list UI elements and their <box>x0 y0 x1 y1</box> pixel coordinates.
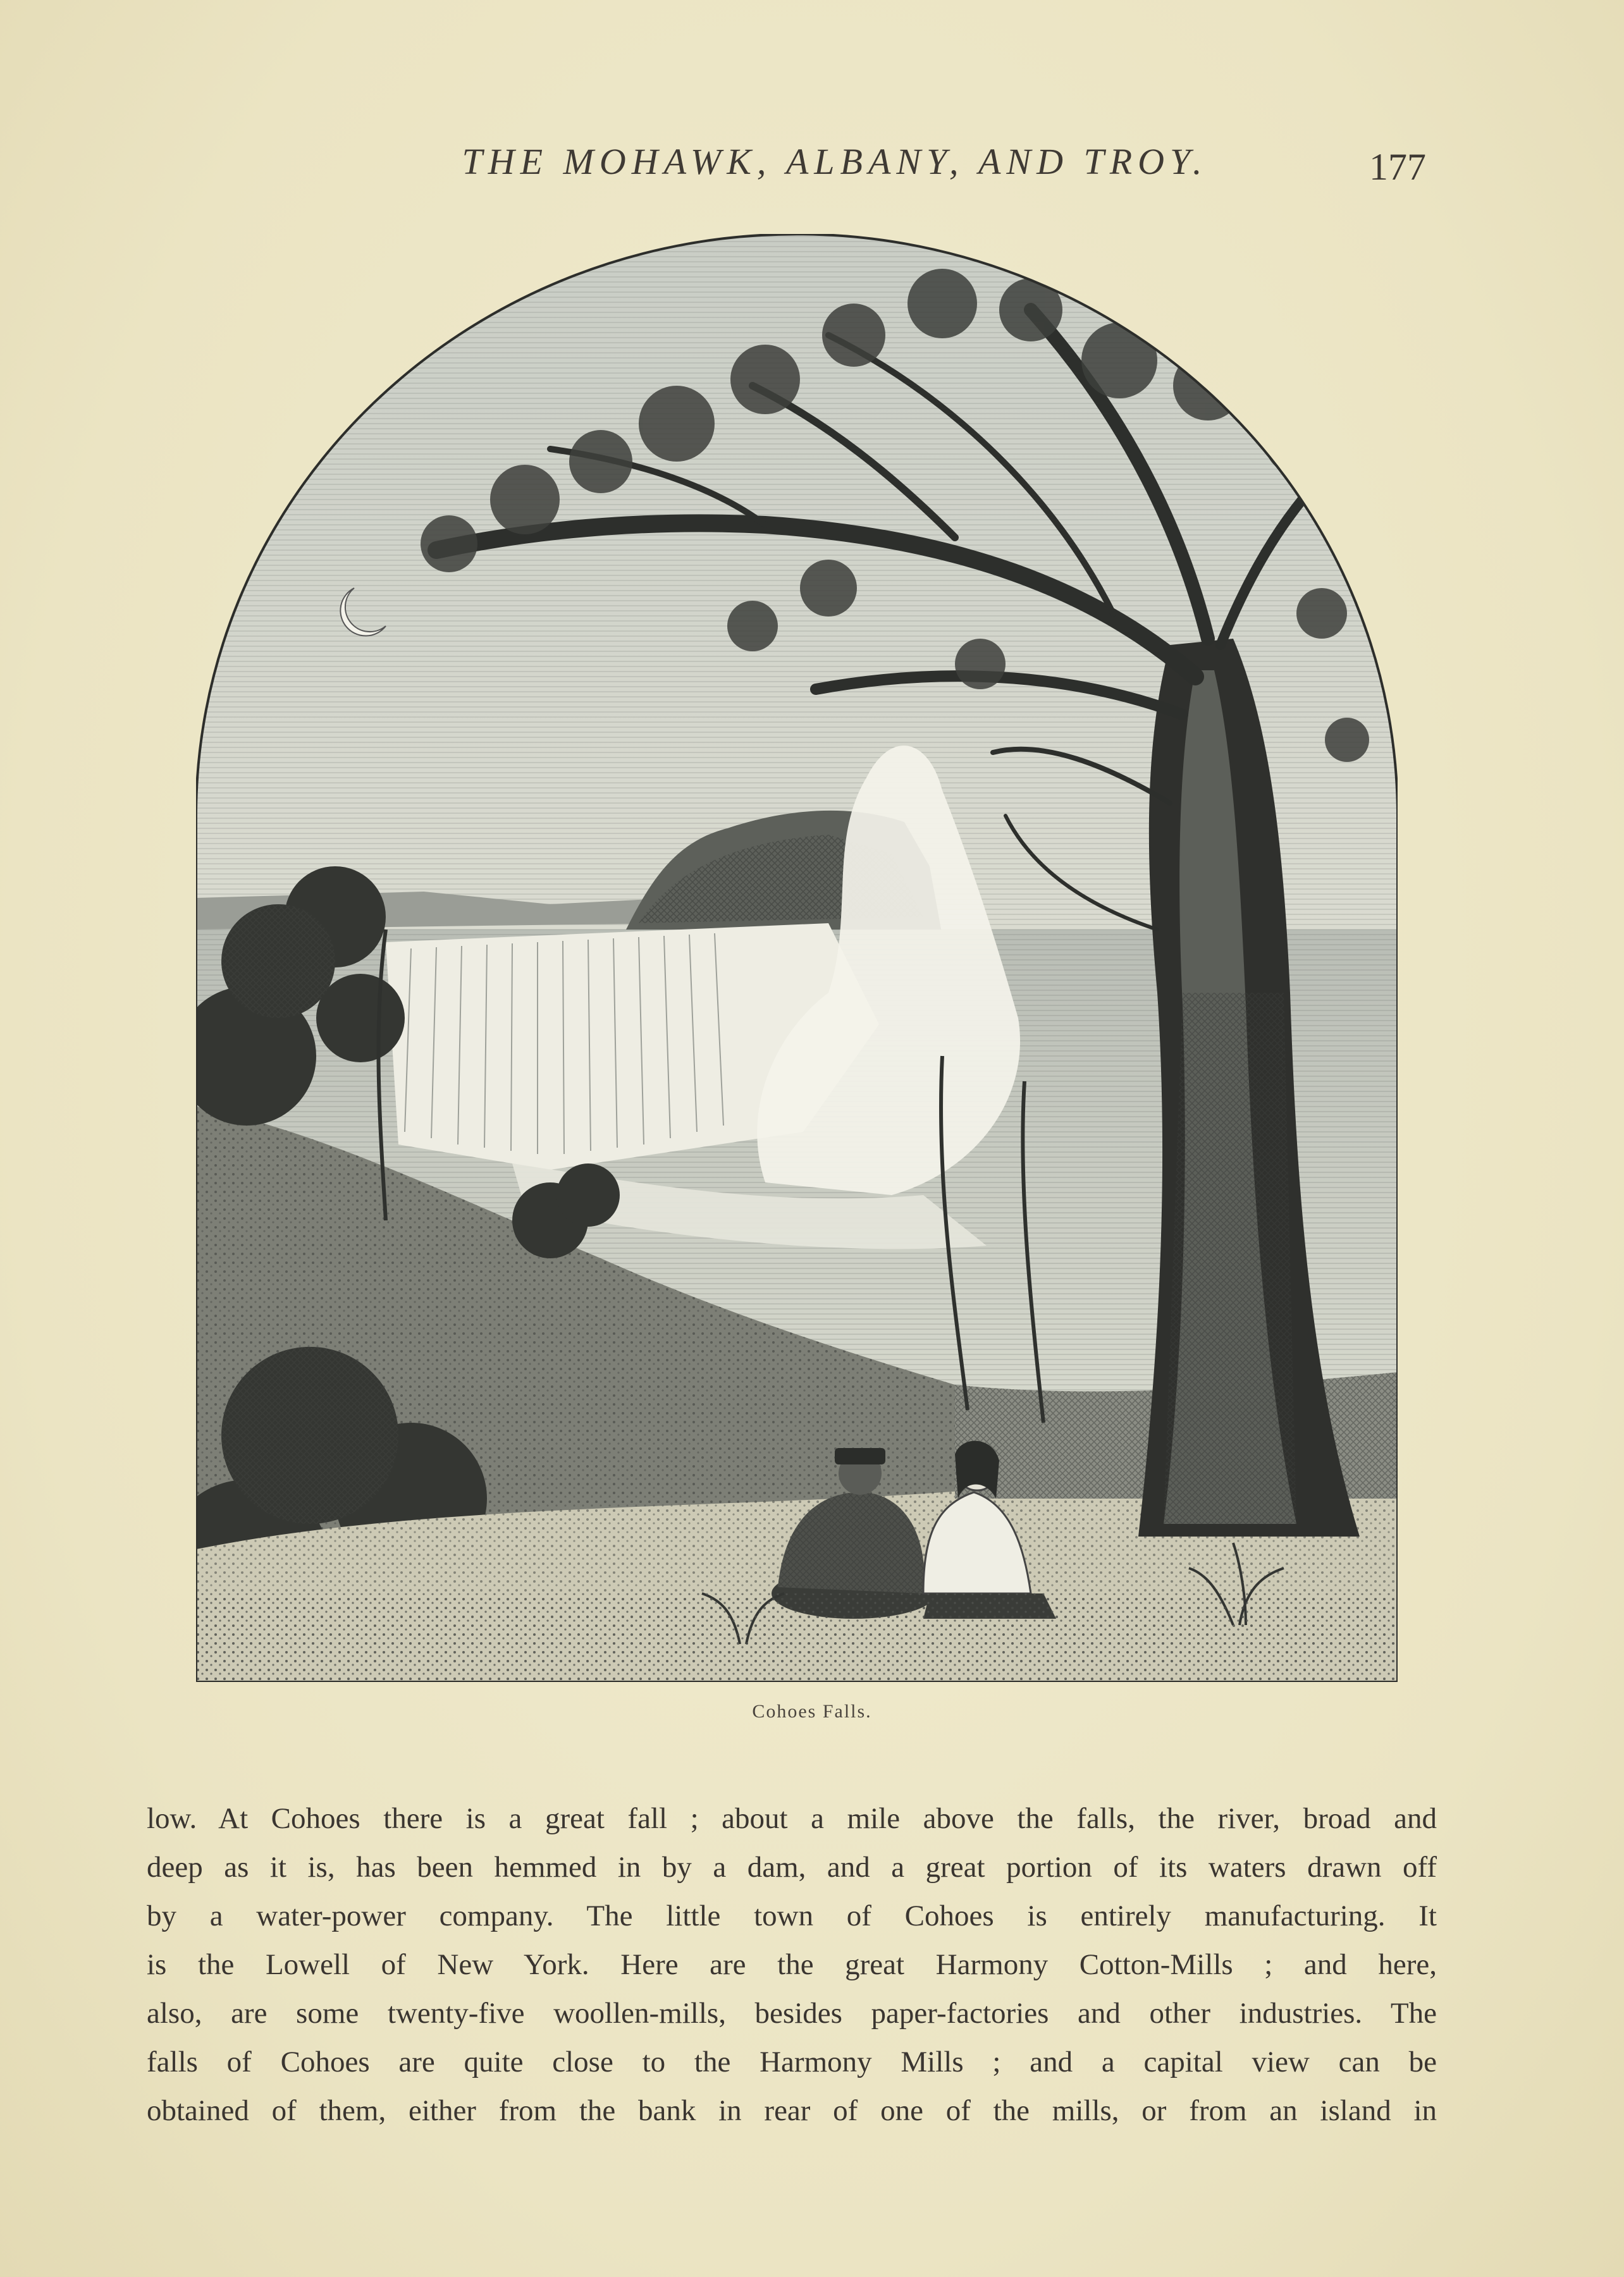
page-number: 177 <box>1369 146 1426 188</box>
body-text <box>147 1795 1437 2135</box>
text-line: obtained of them, either from the bank in rear of one of the mills, or from an island in <box>147 2094 1437 2127</box>
text-line: falls of Cohoes are quite close to the Harmony Mills ; and a capital view can be <box>147 2046 1437 2078</box>
cohoes-falls-engraving <box>196 234 1398 1682</box>
engraving-plate <box>196 234 1398 1682</box>
text-line: is the Lowell of New York. Here are the great Harmony Cotton-Mills ; and here, <box>147 1948 1437 1981</box>
running-header <box>0 140 1624 191</box>
running-title: THE MOHAWK, ALBANY, AND TROY. <box>462 141 1208 182</box>
text-line: low. At Cohoes there is a great fall ; about a mile above the falls, the river, broad and <box>147 1802 1437 1835</box>
text-line: also, are some twenty-five woollen-mills, besides paper-factories and other industries. The <box>147 1997 1437 2030</box>
text-line: deep as it is, has been hemmed in by a dam, and a great portion of its waters drawn off <box>147 1851 1437 1884</box>
illustration-caption: Cohoes Falls. <box>752 1701 872 1722</box>
text-line: by a water-power company. The little town of Cohoes is entirely manufacturing. It <box>147 1900 1437 1932</box>
